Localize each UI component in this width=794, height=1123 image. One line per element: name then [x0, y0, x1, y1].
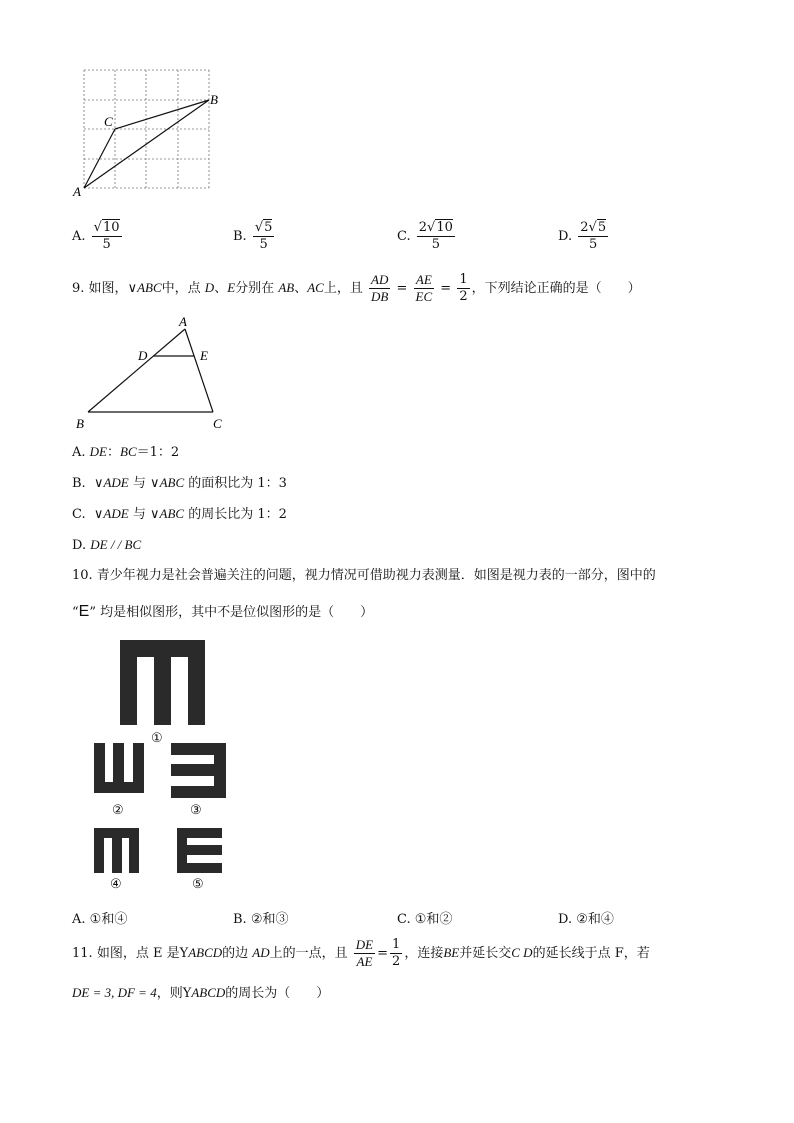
label-d: D [138, 348, 148, 363]
label-e: E [200, 348, 208, 363]
label-a: A [179, 314, 187, 329]
q10-stem-line2: “E” 均是相似图形，其中不是位似图形的是（ ） [72, 603, 374, 620]
label-3: ③ [190, 802, 202, 817]
label-5: ⑤ [192, 876, 204, 891]
q9-option-c[interactable]: C. ∨ADE 与 ∨ABC 的周长比为 1：2 [72, 506, 287, 522]
q11-stem-line2: DE = 3, DF = 4，则YABCD的周长为（ ） [72, 985, 330, 1001]
q8-option-a-fraction: $\frac{√10}{5}$ [93, 220, 120, 252]
e-glyph-3 [171, 743, 226, 798]
q8-option-d-fraction: $\frac{2√5}{5}$ [580, 220, 607, 252]
q10-option-c[interactable]: C. ①和② [397, 912, 453, 927]
grid-lines [84, 70, 209, 188]
q9-option-d[interactable]: D. DE / / BC [72, 537, 142, 553]
e-glyph-2 [94, 743, 144, 793]
q8-option-b-fraction: $\frac{√5}{5}$ [254, 220, 273, 252]
q11-stem-line1: 11. 如图，点 E 是YABCD的边 AD上的一点，且 $\frac{DE}{AE}$ = $\frac{1}{2}$ ，连接BE并延长交C D的延长线于点 F，若 [72, 937, 650, 969]
e-glyph: E [78, 603, 90, 620]
q9-stem: 9. 如图，∨ABC中，点 D、E分别在 AB、AC上，且 $\frac{AD}{DB}$ = $\frac{AE}{EC}$ = $\frac{1}{2}$ ，下列结论正确的是（ ） [72, 272, 641, 304]
label-2: ② [112, 802, 124, 817]
q10-stem-line1: 10. 青少年视力是社会普遍关注的问题，视力情况可借助视力表测量．如图是视力表的一部分，图中的 [72, 568, 656, 583]
label-1: ① [151, 730, 163, 745]
label-b: B [210, 92, 218, 107]
q10-option-a[interactable]: A. ①和④ [72, 912, 128, 927]
q10-e-chart-figure [85, 632, 245, 892]
e-glyph-4 [94, 828, 139, 873]
label-c: C [213, 416, 222, 431]
e-glyph-5 [177, 828, 222, 873]
q8-option-a[interactable]: A. $\frac{√10}{5}$ [72, 220, 120, 252]
label-b: B [76, 416, 84, 431]
q10-option-b[interactable]: B. ②和③ [233, 912, 289, 927]
label-4: ④ [110, 876, 122, 891]
q8-option-c[interactable]: C. $\frac{2√10}{5}$ [397, 220, 453, 252]
label-c: C [104, 114, 113, 129]
triangle-abc [84, 100, 209, 188]
e-glyph-1 [120, 640, 205, 725]
label-a: A [73, 184, 81, 199]
q8-grid-figure [70, 62, 230, 202]
q8-option-d[interactable]: D. $\frac{2√5}{5}$ [558, 220, 607, 252]
q9-triangle-figure [70, 312, 240, 437]
q9-option-b[interactable]: B. ∨ADE 与 ∨ABC 的面积比为 1：3 [72, 475, 287, 491]
q8-option-c-fraction: $\frac{2√10}{5}$ [418, 220, 453, 252]
q9-option-a[interactable]: A. DE：BC＝1：2 [72, 444, 180, 460]
q8-option-b[interactable]: B. $\frac{√5}{5}$ [233, 220, 273, 252]
q10-option-d[interactable]: D. ②和④ [558, 912, 614, 927]
